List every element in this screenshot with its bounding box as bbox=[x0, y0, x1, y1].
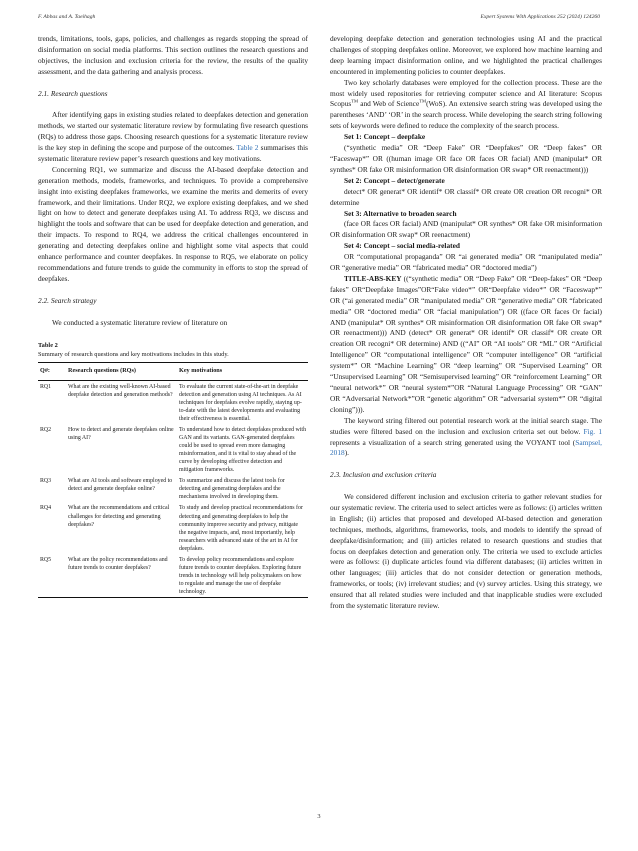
section-2-1-title: 2.1. Research questions bbox=[38, 88, 108, 98]
set-1-title: Set 1: Concept – deepfake bbox=[344, 132, 426, 142]
row-motivation: To study and develop practical recommendations for detecting and generating deepfakes to help the community improve security and privacy, mitigate the negative impacts, and, most importantly, help researchers with advanced state of the art in AI for deepfakes. bbox=[179, 505, 303, 552]
set-3-body: (face OR faces OR facial) AND (manipulat* OR synthes* OR fake OR misinformation OR disinformation OR swap* OR reenactment) bbox=[330, 219, 602, 240]
table-caption: Summary of research questions and key motivations includes in this study. bbox=[38, 350, 229, 358]
section-2-1-paragraph-2: Concerning RQ1, we summarize and discuss the AI-based deepfake detection and generation methods, models, frameworks, and techniques. To provide a comprehensive insight into existing deepfakes frameworks, we examine the merits and demerits of every framework, and their limitations. Under RQ2, we explore existing deepfakes, and we shed light on how to detect and generate deepfakes using AI. To address RQ3, we discuss and highlight the tools and software that can be used for deepfake detection and generation, and their impacts. To respond to RQ4, we address the critical challenges encountered in generating and detecting deepfakes online and highlight some vital aspects that could enhance performance and counter deepfakes. In response to RQ5, we elaborate on policy recommendations and future trends to guide the community in efforts to stop the spread of deepfakes. bbox=[38, 164, 308, 283]
text-span: (WoS). An extensive search string was developed using the parentheses ‘AND’ ‘OR’ in the search process. While developing the search string following sets of keywords were defined to reduce the complexity of the search process. bbox=[330, 99, 602, 131]
text-span: represents a visualization of a search string generated using the VOYANT tool ( bbox=[330, 437, 576, 447]
text-span: Two key scholarly databases were employed for the collection process. These are the most widely used repositories for retrieving computer science and AI literature: Scopus Scopus bbox=[330, 77, 602, 109]
intro-paragraph: trends, limitations, tools, gaps, policies, and challenges as regards stopping the spread of disinformation on social media platforms. This section outlines the research questions and objectives, the inclusion and exclusion criteria for the review, the results of the quality assessment, and the data gathering and analysis process. bbox=[38, 34, 308, 76]
set-2-body: detect* OR generat* OR identif* OR classif* OR create OR creation OR recogni* OR determine bbox=[330, 186, 602, 207]
text-span: ((“synthetic media” OR “Deep Fake” OR “Deep-fakes” OR “Deep fakes” OR“Deepfake Images”OR“Fake video*” OR“Deepfake video*” OR “Faceswap*” OR (“ai generated media” OR “manipulated media” OR “generative media” OR “fabricated media” OR “doctored media” OR “facial manipulation”) OR ((face OR faces Or facial) AND (manipulat* OR synthes* OR misinformation OR disinformation OR fake OR swap* OR reenactment))) AND (detect* OR generat* OR identif* OR classif* OR create OR creation OR recogni* OR determine) AND ((“AI” OR “AI tools” OR “ML” OR “Artificial Intelligence” OR “computational intelligence” OR “computer intelligence” OR “artificial system*” OR “Machine Learning” OR “deep learning” OR “Supervised Learning” OR “Unsupervised Learning” OR “Semisupervised learning” OR “reinforcement Learning” OR “neural network*” OR “neural system*”OR “Natural Language Processing” OR “GAN” OR “Adversarial Network*”OR “genetic algorithm” OR “adversarial system*” OR “digital cloning”))). bbox=[330, 273, 602, 414]
row-question: What are AI tools and software employed to detect and generate deepfake online? bbox=[68, 478, 173, 493]
text-span: and Web of Science bbox=[358, 99, 420, 109]
row-question: What are the existing well-known AI-based deepfake detection and generation methods? bbox=[68, 383, 173, 398]
sampsel-citation-link[interactable]: Sampsel, 2018 bbox=[330, 437, 602, 458]
fig-1-link[interactable]: Fig. 1 bbox=[583, 426, 602, 436]
row-motivation: To evaluate the current state-of-the-art in deepfake detection and generation using AI techniques. As AI techniques for deepfakes evolve rapidly, staying up-to-date with the latest developments and evaluating their effectiveness is essential. bbox=[179, 383, 302, 422]
right-paragraph-3 bbox=[330, 416, 602, 460]
row-id: RQ3 bbox=[40, 478, 52, 485]
text-span: After identifying gaps in existing studies related to deepfakes detection and generation methods, we started our systematic literature review by formulating five research questions (RQs) to address those gaps. Choosing research questions for a systematic literature review is the key step in defining the scope and purpose of the outcomes. bbox=[38, 110, 308, 153]
research-questions-table bbox=[38, 362, 308, 598]
row-motivation: To understand how to detect deepfakes produced with GAN and its variants. GAN-generated deepfakes could be used to spread even more damaging misinformation, and it is vital to stay ahead of the curve by developing effective detection and mitigation frameworks. bbox=[179, 427, 307, 474]
table-label: Table 2 bbox=[38, 342, 58, 350]
table-row bbox=[38, 381, 308, 425]
left-column bbox=[38, 34, 308, 598]
row-id: RQ1 bbox=[40, 383, 52, 390]
set-4-body: OR “computational propaganda” OR “ai generated media” OR “manipulated media” OR “generative media” OR “fabricated media” OR “doctored media”) bbox=[330, 252, 602, 273]
set-4-title: Set 4: Concept – social media-related bbox=[344, 241, 460, 251]
section-2-1-paragraph-1 bbox=[38, 110, 308, 165]
section-2-2-title: 2.2. Search strategy bbox=[38, 295, 97, 305]
table-2-link[interactable]: Table 2 bbox=[236, 143, 259, 153]
header-questions: Research questions (RQs) bbox=[66, 363, 177, 381]
text-span: The keyword string filtered out potential research work at the initial search stage. The studies were filtered based on the inclusion and exclusion criteria set out below. bbox=[330, 415, 602, 436]
section-2-3-title: 2.3. Inclusion and exclusion criteria bbox=[330, 470, 437, 480]
row-motivation: To develop policy recommendations and explore future trends to counter deepfakes. Exploring future trends in technology will help policymakers on how to regulate and manage the use of deepfake technology. bbox=[177, 554, 308, 598]
running-head-authors: F. Abbas and A. Taeihagh bbox=[38, 14, 96, 20]
table-row bbox=[38, 503, 308, 554]
row-id: RQ4 bbox=[40, 505, 52, 512]
table-row bbox=[38, 425, 308, 476]
trademark-sup: TM bbox=[351, 99, 359, 104]
header-qnum: Q#: bbox=[38, 363, 66, 381]
right-column bbox=[330, 34, 602, 612]
text-span: summarises this systematic literature review paper’s research questions and key motivations. bbox=[38, 143, 309, 163]
trademark-sup: TM bbox=[419, 99, 427, 104]
right-paragraph-2 bbox=[330, 78, 602, 133]
title-abs-key-label: TITLE-ABS-KEY bbox=[344, 273, 402, 283]
page-number: 3 bbox=[317, 813, 321, 820]
table-row bbox=[38, 476, 308, 503]
row-question: How to detect and generate deepfakes online using AI? bbox=[68, 427, 174, 442]
row-id: RQ2 bbox=[40, 427, 52, 434]
running-head-journal: Expert Systems With Applications 252 (2024) 124260 bbox=[480, 14, 600, 20]
section-2-3-paragraph-1: We considered different inclusion and exclusion criteria to gather relevant studies for our systematic review. The criteria used to select articles were as follows: (i) articles written in English; (ii) articles that proposed and developed AI-based detection and generation techniques, methods, algorithms, frameworks, tools, and models to identify the spread of deepfake/disinformation; and (iii) articles related to research questions and studies that focus on deepfakes detection and generation only. The criteria we used to exclude articles were as follows: (i) duplicate articles found via different databases; (ii) articles written in other languages; (iii) articles that do not consider detection or generation methods, frameworks, or tools; (iv) irrelevant studies; and (v) survey articles. Using this strategy, we ensured that all related studies were included and that inapplicable studies were excluded from the systematic literature review. bbox=[330, 492, 602, 611]
running-head bbox=[38, 14, 600, 24]
section-2-2-paragraph-1: We conducted a systematic literature review of literature on bbox=[52, 317, 228, 327]
table-header-row bbox=[38, 363, 308, 381]
set-1-body: (“synthetic media” OR “Deep Fake” OR “Deepfakes” OR “Deep fakes” OR “Faceswap*” OR ((human image OR face OR faces OR facial) AND (manipulat* OR synthes* OR fake OR misinformation OR disinformation OR swap* OR reenactment))) bbox=[330, 143, 602, 174]
row-id: RQ5 bbox=[38, 554, 66, 598]
header-motivations: Key motivations bbox=[177, 363, 308, 381]
row-question: What are the policy recommendations and future trends to counter deepfakes? bbox=[66, 554, 177, 598]
set-2-title: Set 2: Concept – detect/generate bbox=[344, 175, 445, 185]
title-abs-key-paragraph bbox=[330, 274, 602, 416]
text-span: ). bbox=[344, 448, 349, 458]
table-row bbox=[38, 554, 308, 598]
set-3-title: Set 3: Alternative to broaden search bbox=[344, 208, 457, 218]
row-question: What are the recommendations and critical challenges for detecting and generating deepfakes? bbox=[68, 505, 170, 528]
row-motivation: To summarize and discuss the latest tools for detecting and generating deepfakes and the mechanisms involved in developing them. bbox=[179, 478, 285, 501]
right-paragraph-1: developing deepfake detection and generation technologies using AI and the practical challenges of stopping deepfakes online. Moreover, we explored how machine learning and deep learning impact disinformation online, and we highlighted the practical challenges encountered in implementing policies to counter deepfakes. bbox=[330, 34, 602, 76]
